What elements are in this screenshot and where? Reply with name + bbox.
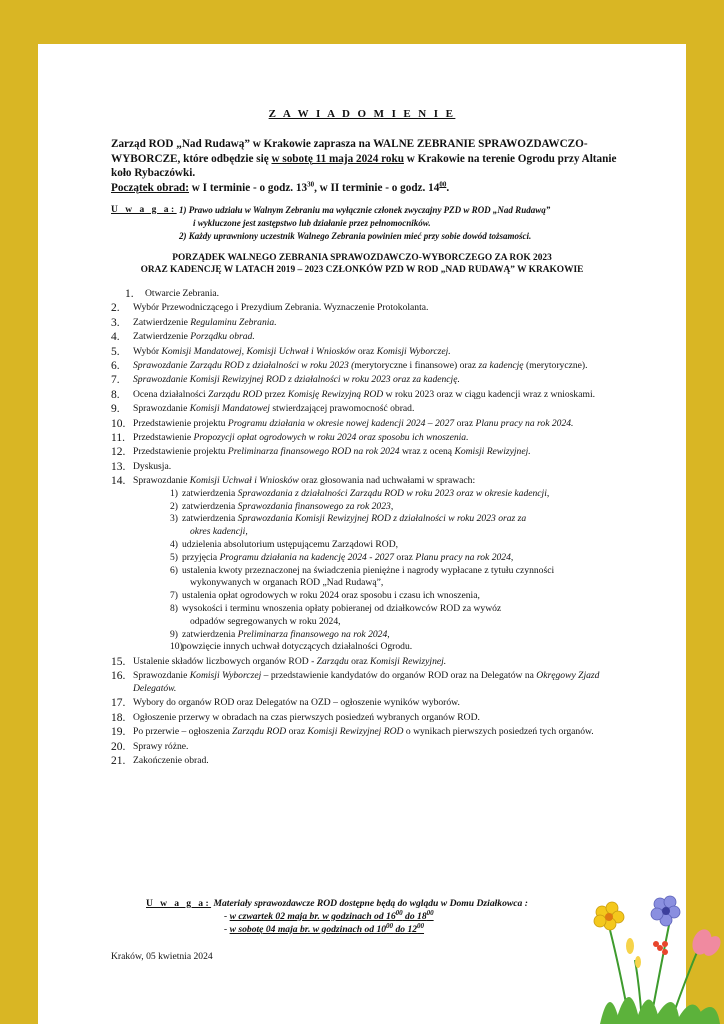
resolution-num: 1) xyxy=(170,487,178,499)
agenda-text: Przedstawienie xyxy=(133,431,194,443)
resolution-8 xyxy=(170,603,636,629)
top-note-item-1 xyxy=(169,204,629,230)
resolution-text-italic: Sprawozdania finansowego za rok 2023 xyxy=(237,500,391,512)
agenda-text-italic: Porządku obrad. xyxy=(190,331,255,343)
agenda-text: Ogłoszenie przerwy w obradach na czas pierwszych posiedzeń wybranych organów ROD. xyxy=(133,711,480,723)
resolutions-list xyxy=(133,488,636,654)
agenda-text: oraz xyxy=(286,726,308,738)
agenda-item-10 xyxy=(111,418,636,431)
resolution-6 xyxy=(170,565,636,591)
agenda-item-16 xyxy=(111,670,636,696)
agenda-num: 11. xyxy=(111,431,125,444)
agenda-text: Sprawozdanie xyxy=(133,403,190,415)
issue-date: Kraków, 05 kwietnia 2024 xyxy=(111,951,213,962)
agenda-text-italic: Programu działania w okresie nowej kadencji 2024 – 2027 xyxy=(227,417,455,429)
agenda-text: Wybór Przewodniczącego i Prezydium Zebrania. Wyznaczenie Protokolanta. xyxy=(133,302,429,314)
agenda-text: oraz xyxy=(355,345,377,357)
agenda-item-8 xyxy=(111,389,636,402)
agenda-text-italic: Komisję Rewizyjną ROD xyxy=(287,388,384,400)
agenda-text: Wybory do organów ROD oraz Delegatów na OZD – ogłoszenie wyników wyborów. xyxy=(133,697,460,709)
agenda-text: Przedstawienie projektu xyxy=(133,417,228,429)
agenda-text: Sprawy różne. xyxy=(133,740,189,752)
agenda-item-6 xyxy=(111,360,636,373)
resolution-num: 2) xyxy=(170,500,178,512)
resolution-num: 8) xyxy=(170,603,178,615)
agenda-num: 21. xyxy=(111,754,126,767)
bottom-note-text: Materiały sprawozdawcze ROD dostępne będą do wglądu w Domu Działkowca : xyxy=(211,898,528,909)
agenda-text-italic: Okręgowy Zjazd Delegatów. xyxy=(133,670,600,695)
resolution-3 xyxy=(170,513,636,539)
agenda-num: 10. xyxy=(111,417,126,430)
agenda-text: oraz xyxy=(459,359,479,371)
agenda-text-italic: Komisji Wyborczej xyxy=(189,670,262,682)
availability-2-text: w sobotę 04 maja br. w godzinach od 10 xyxy=(229,923,387,935)
agenda-num: 19. xyxy=(111,726,126,739)
resolution-text: oraz xyxy=(394,551,416,563)
agenda-text: Ustalenie składów liczbowych organów ROD - xyxy=(133,655,317,667)
agenda-text-italic: Komisji Rewizyjnej ROD xyxy=(307,726,404,738)
resolution-num: 6) xyxy=(170,564,178,576)
agenda-heading xyxy=(38,252,686,276)
agenda-text: stwierdzającej prawomocność obrad. xyxy=(269,403,415,415)
availability-1-text: w czwartek 02 maja br. w godzinach od 16 xyxy=(229,910,396,922)
availability-2-sup2: 00 xyxy=(417,921,425,930)
agenda-text-italic: Sprawozdanie Komisji Rewizyjnej ROD z działalności w roku 2023 oraz za kadencję. xyxy=(133,374,460,386)
invitation-paragraph xyxy=(111,137,623,195)
resolution-text: zatwierdzenia xyxy=(182,500,238,512)
resolution-text: ustalenia opłat ogrodowych w roku 2024 oraz sposobu i czasu ich wnoszenia, xyxy=(182,590,480,602)
agenda-item-13 xyxy=(111,461,636,474)
agenda-text: oraz xyxy=(454,417,476,429)
agenda-item-15 xyxy=(111,656,636,669)
agenda-text: Po przerwie – ogłoszenia xyxy=(133,726,233,738)
resolution-num: 10) xyxy=(170,641,183,653)
resolution-text: odpadów segregowanych w roku 2024, xyxy=(190,615,341,627)
agenda-text: Sprawozdanie xyxy=(133,670,190,682)
resolution-9: 9) zatwierdzenia Preliminarza finansowego na rok 2024, xyxy=(170,628,390,640)
resolution-2: 2) zatwierdzenia Sprawozdania finansowego za rok 2023, xyxy=(170,500,394,512)
agenda-num: 8. xyxy=(111,388,120,401)
resolution-text-italic: okres kadencji, xyxy=(190,526,248,538)
resolution-text-italic: Sprawozdania z działalności Zarządu ROD w roku 2023 oraz w okresie kadencji xyxy=(237,487,547,499)
start-second-term: , w II terminie - o godz. 14 xyxy=(314,181,440,194)
agenda-text-italic: Sprawozdanie Zarządu ROD z działalności w roku 2023 ( xyxy=(133,359,355,371)
agenda-num: 17. xyxy=(111,697,126,710)
agenda-list xyxy=(111,288,636,769)
agenda-item-14 xyxy=(111,475,636,654)
agenda-num: 20. xyxy=(111,740,126,753)
invitation-location: w Krakowie na terenie Ogrodu przy Altanie koło Rybaczówki. xyxy=(111,152,617,179)
agenda-text-italic: Regulaminu Zebrania. xyxy=(190,316,277,328)
meeting-date: w sobotę 11 maja 2024 roku xyxy=(271,152,404,165)
agenda-text: Wybór xyxy=(133,345,162,357)
resolution-text: zatwierdzenia xyxy=(182,487,238,499)
bottom-note-label: U w a g a: xyxy=(146,898,212,909)
resolution-5 xyxy=(170,552,636,565)
availability-2-sup: 00 xyxy=(386,921,394,930)
flowers-illustration xyxy=(590,890,724,1024)
agenda-text: – przedstawienie kandydatów do organów ROD oraz na Delegatów na xyxy=(261,670,537,682)
availability-1-sup2: 00 xyxy=(426,908,434,917)
dash: - xyxy=(224,910,230,922)
agenda-text: Zakończenie obrad. xyxy=(133,754,209,766)
start-first-term: w I terminie - o godz. 13 xyxy=(189,181,308,194)
agenda-text-italic: Zarządu ROD xyxy=(232,726,287,738)
agenda-text: Zatwierdzenie xyxy=(133,316,191,328)
agenda-item-17 xyxy=(111,697,636,710)
agenda-num: 12. xyxy=(111,446,126,459)
agenda-item-18 xyxy=(111,712,636,725)
agenda-item-2 xyxy=(111,302,636,315)
resolution-text-italic: Programu działania na kadencję 2024 - 2027 xyxy=(219,551,395,563)
availability-1-to: do 18 xyxy=(402,910,427,922)
agenda-item-20 xyxy=(111,741,636,754)
agenda-text-italic: Komisji Mandatowej xyxy=(189,403,270,415)
start-label: Początek obrad: xyxy=(111,181,189,194)
agenda-item-9 xyxy=(111,403,636,416)
agenda-text: przez xyxy=(262,388,288,400)
agenda-text: (merytoryczne). xyxy=(523,359,588,371)
agenda-text-italic: Komisji Rewizyjnej. xyxy=(369,655,447,667)
availability-line-1 xyxy=(38,908,686,924)
agenda-num: 13. xyxy=(111,460,126,473)
resolution-text-italic: Preliminarza finansowego na rok 2024 xyxy=(237,628,388,640)
agenda-text-italic: Propozycji opłat ogrodowych w roku 2024 oraz sposobu ich wnoszenia. xyxy=(193,431,469,443)
agenda-text-italic: Preliminarza finansowego ROD na rok 2024 xyxy=(227,446,400,458)
agenda-item-4 xyxy=(111,331,636,344)
availability-1 xyxy=(229,908,434,922)
resolution-num: 3) xyxy=(170,513,178,525)
resolution-text: wykonywanych w organach ROD „Nad Rudawą”, xyxy=(190,577,384,589)
resolution-text: ustalenia kwoty przeznaczonej na świadczenia pieniężne i nagrody wypłacane z tytułu czynności xyxy=(182,564,555,576)
agenda-num: 9. xyxy=(111,403,120,416)
resolution-text: zatwierdzenia xyxy=(182,513,238,525)
agenda-num: 3. xyxy=(111,316,120,329)
availability-line-2 xyxy=(38,921,686,937)
resolution-text: zatwierdzenia xyxy=(182,628,238,640)
agenda-heading-line-1: PORZĄDEK WALNEGO ZEBRANIA SPRAWOZDAWCZO-WYBORCZEGO ZA ROK 2023 xyxy=(172,253,552,263)
agenda-item-7 xyxy=(111,374,636,387)
top-note-items xyxy=(169,204,629,243)
agenda-item-11 xyxy=(111,432,636,445)
availability-2 xyxy=(229,921,425,935)
notice-page xyxy=(38,44,686,1024)
agenda-num: 1. xyxy=(125,288,134,300)
agenda-num: 2. xyxy=(111,302,120,315)
agenda-text-italic: Komisji Rewizyjnej. xyxy=(454,446,531,458)
agenda-text-italic: Zarządu xyxy=(316,655,349,667)
agenda-text: Otwarcie Zebrania. xyxy=(145,288,220,299)
agenda-text: Ocena działalności xyxy=(133,388,209,400)
agenda-item-21 xyxy=(111,755,636,768)
agenda-text: oraz głosowania nad uchwałami w sprawach: xyxy=(298,475,476,487)
agenda-text-italic: Komisji Mandatowej, Komisji Uchwał i Wniosków xyxy=(161,345,356,357)
agenda-text: oraz xyxy=(348,655,370,667)
resolution-text-italic: Planu pracy na rok 2024, xyxy=(415,551,514,563)
agenda-text: merytoryczne i finansowe) xyxy=(354,359,458,371)
dash: - xyxy=(224,923,230,935)
resolution-text-italic: Sprawozdania Komisji Rewizyjnej ROD z działalności w roku 2023 oraz za xyxy=(237,513,527,525)
agenda-num: 7. xyxy=(111,374,120,387)
top-note-item-2: 2) Każdy uprawniony uczestnik Walnego Zebrania powinien mieć przy sobie dowód tożsamości. xyxy=(179,231,532,241)
availability-1-sup: 00 xyxy=(395,908,403,917)
top-note-label: U w a g a: xyxy=(111,205,177,215)
agenda-item-1 xyxy=(111,288,636,301)
bottom-note-header xyxy=(38,898,686,911)
agenda-num: 16. xyxy=(111,670,126,683)
agenda-text-italic: Zarządu ROD xyxy=(208,388,263,400)
agenda-item-3 xyxy=(111,317,636,330)
resolution-num: 7) xyxy=(170,590,178,602)
agenda-text-italic: Planu pracy na rok 2024. xyxy=(475,417,574,429)
availability-2-to: do 12 xyxy=(393,923,418,935)
agenda-text: wraz z oceną xyxy=(399,446,455,458)
agenda-num: 14. xyxy=(111,475,126,488)
top-note-item-1-text: 1) Prawo udziału w Walnym Zebraniu ma wyłącznie członek zwyczajny PZD w ROD „Nad Rudawą” xyxy=(179,205,551,215)
agenda-text: Przedstawienie projektu xyxy=(133,446,228,458)
resolution-1: 1) zatwierdzenia Sprawozdania z działalności Zarządu ROD w roku 2023 oraz w okresie kadencji, xyxy=(170,487,550,499)
agenda-text-italic: Komisji Wyborczej. xyxy=(376,345,451,357)
invitation-text: Zarząd ROD „Nad Rudawą” w Krakowie zaprasza na WALNE ZEBRANIE SPRAWOZDAWCZO-WYBORCZE, które odbędzie się xyxy=(111,138,588,165)
agenda-item-12 xyxy=(111,446,636,459)
resolution-7 xyxy=(170,590,636,603)
resolution-4 xyxy=(170,539,636,552)
agenda-num: 15. xyxy=(111,655,126,668)
resolution-10 xyxy=(170,641,636,654)
agenda-text: o wynikach pierwszych posiedzeń tych organów. xyxy=(403,726,594,738)
resolution-text: udzielenia absolutorium ustępującemu Zarządowi ROD, xyxy=(182,539,399,551)
top-note-item-1-cont: i wykluczone jest zastępstwo lub działanie przez pełnomocników. xyxy=(193,218,431,228)
resolution-text: przyjęcia xyxy=(182,551,220,563)
start-first-minutes: 30 xyxy=(307,179,315,188)
agenda-num: 4. xyxy=(111,331,120,344)
agenda-text: w roku 2023 oraz w ciągu kadencji wraz z wnioskami. xyxy=(383,388,596,400)
agenda-text-italic: za kadencję xyxy=(478,359,524,371)
resolution-num: 4) xyxy=(170,539,178,551)
start-second-minutes: 00 xyxy=(439,179,447,188)
resolution-text: powzięcie innych uchwał dotyczących działalności Ogrodu. xyxy=(182,641,413,653)
agenda-heading-line-2: ORAZ KADENCJĘ W LATACH 2019 – 2023 CZŁONKÓW PZD W ROD „NAD RUDAWĄ” W KRAKOWIE xyxy=(140,265,584,275)
resolution-text: wysokości i terminu wnoszenia opłaty pobieranej od działkowców ROD za wywóz xyxy=(182,603,502,615)
agenda-item-19 xyxy=(111,726,636,739)
agenda-text: Sprawozdanie xyxy=(133,475,190,487)
agenda-num: 6. xyxy=(111,359,120,372)
notice-title: Z A W I A D O M I E N I E xyxy=(268,108,456,120)
agenda-item-5 xyxy=(111,346,636,359)
agenda-num: 5. xyxy=(111,345,120,358)
agenda-text: Zatwierdzenie xyxy=(133,331,191,343)
agenda-text: Dyskusja. xyxy=(133,460,172,472)
agenda-num: 18. xyxy=(111,711,126,724)
bottom-note xyxy=(38,898,686,936)
resolution-num: 5) xyxy=(170,551,178,563)
start-period: . xyxy=(446,181,450,194)
agenda-text-italic: Komisji Uchwał i Wniosków xyxy=(189,475,299,487)
resolution-num: 9) xyxy=(170,628,178,640)
